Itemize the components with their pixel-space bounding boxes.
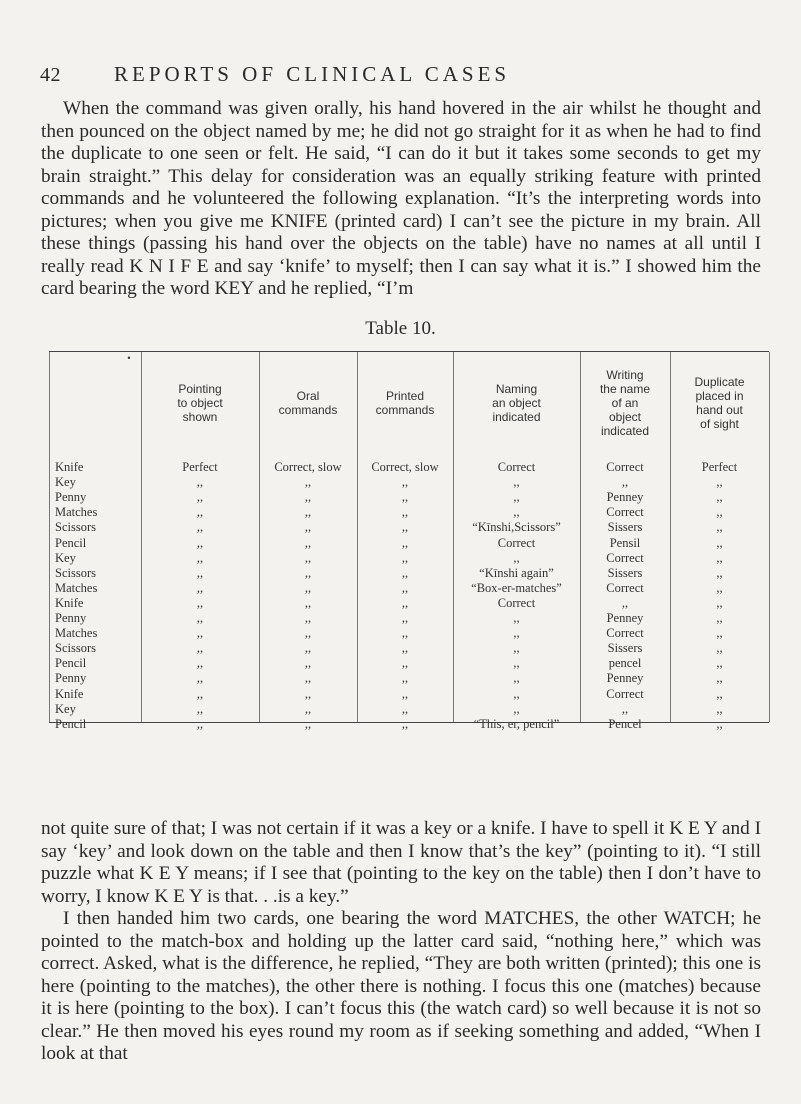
table-cell: ,, — [401, 641, 409, 656]
table-cell: ,, — [513, 505, 520, 520]
table-cell: ,, — [716, 686, 723, 701]
running-head: REPORTS OF CLINICAL CASES — [114, 62, 511, 86]
table-cell: ,, — [401, 626, 409, 641]
table-cell: Sissers — [607, 520, 643, 535]
table-cell: ,, — [304, 520, 312, 535]
table-row — [49, 581, 769, 596]
table-cell: ,, — [196, 716, 204, 731]
row-label: Penny — [55, 611, 87, 625]
table-cell: ,, — [304, 716, 312, 731]
table-cell: “This, er, pencil” — [473, 716, 560, 731]
row-label: Scissors — [55, 520, 96, 535]
column-header: Naming an object indicated — [492, 382, 541, 424]
table-cell: Correct — [606, 505, 644, 520]
page-header — [40, 64, 780, 94]
paragraph-intro: When the command was given orally, his hand hovered in the air whilst he thought and then pounced on the object named by me; he did not go straight for it as when he had to find the duplicate to one seen or felt. He said, “I can do it but it takes some seconds to get my brain straight.” This delay for consideration was an equally striking feature with printed commands and he volunteered the following explanation. “It’s the interpreting words into pictures; when you give me KNIFE (printed card) I can’t see the picture in my brain. All these things (passing his hand over the objects on the table) have no names at all until I really read K N I F E and say ‘knife’ to myself; then I can say what it is.” I showed him the card bearing the word KEY and he replied, “I’m — [41, 98, 761, 299]
table-cell: ,, — [196, 505, 204, 520]
table-cell: Correct — [606, 460, 644, 474]
table-cell: “Kīnshi,Scissors” — [472, 520, 561, 535]
table-cell: Perfect — [701, 460, 738, 474]
row-label: Matches — [55, 626, 98, 641]
row-label: Penny — [55, 671, 87, 686]
table-cell: ,, — [304, 505, 312, 520]
table-cell: ,, — [196, 595, 204, 610]
table-row — [49, 641, 769, 656]
table-cell: ,, — [304, 611, 312, 625]
table-cell: ,, — [716, 475, 723, 490]
table-cell: Correct, slow — [274, 460, 342, 474]
paragraph-continuation: not quite sure of that; I was not certain if it was a key or a knife. I have to spell it K E Y and I say ‘key’ and look down on the table and then I know that’s the key” (pointing to it). “I still puzzle what K E Y means; if I see that (pointing to the key on the table) then I don’t have to worry, I know K E Y is that. . .is a key.” — [41, 818, 761, 907]
table-cell: ,, — [196, 671, 204, 686]
table-cell: ,, — [401, 611, 409, 625]
table-cell: ,, — [716, 535, 723, 550]
table-cell: ,, — [304, 686, 312, 701]
row-label: Knife — [55, 686, 84, 701]
table-cell: ,, — [401, 686, 409, 701]
table-cell: ,, — [196, 475, 204, 490]
table-cell: ,, — [513, 701, 520, 716]
table-cell: ,, — [716, 671, 723, 686]
table-cell: Penney — [606, 671, 644, 686]
table-row — [49, 656, 769, 671]
table-cell: ,, — [513, 641, 520, 656]
table-cell: ,, — [716, 641, 723, 656]
table-cell: Sissers — [607, 641, 643, 656]
table-cell: ,, — [304, 565, 312, 580]
table-cell: ,, — [401, 490, 409, 505]
table-cell: ,, — [513, 656, 520, 671]
table-cell: Correct — [497, 460, 536, 474]
table-row — [49, 702, 769, 717]
table-cell: ,, — [401, 656, 409, 671]
row-label: Knife — [55, 595, 84, 610]
table-cell: ,, — [304, 641, 312, 656]
table-row — [49, 475, 769, 490]
table-cell: ,, — [401, 505, 409, 520]
table-cell: ,, — [401, 475, 409, 490]
table-cell: ,, — [304, 580, 312, 595]
row-label: Matches — [55, 505, 98, 520]
table-cell: ,, — [621, 701, 629, 716]
table-row — [49, 460, 769, 475]
table-cell: ,, — [196, 656, 204, 671]
table-cell: ,, — [196, 535, 204, 550]
table-cell: ,, — [716, 611, 723, 625]
table-row — [49, 520, 769, 535]
table-cell: ,, — [196, 565, 204, 580]
table-row — [49, 687, 769, 702]
row-label: Pencil — [55, 535, 87, 550]
table-title: Table 10. — [365, 318, 436, 339]
table-cell: Penney — [606, 490, 644, 505]
table-cell: ,, — [196, 490, 204, 505]
table-row — [49, 596, 769, 611]
column-header — [49, 356, 141, 450]
table-cell: ,, — [304, 701, 312, 716]
table-cell: ,, — [196, 550, 204, 565]
table-cell: ,, — [196, 580, 204, 595]
table-cell: Penney — [606, 611, 644, 625]
table-cell: ,, — [621, 475, 629, 490]
table-cell: ,, — [304, 626, 312, 641]
table-cell: ,, — [716, 701, 723, 716]
table-cell: ,, — [304, 595, 312, 610]
table-cell: ,, — [513, 490, 520, 505]
table-cell: Pencel — [608, 716, 642, 731]
row-label: Pencil — [55, 716, 87, 731]
table-cell: ,, — [304, 535, 312, 550]
table-cell: ,, — [716, 490, 723, 505]
corner-mark: • — [127, 353, 131, 363]
table-cell: ,, — [401, 716, 409, 731]
table-cell: ,, — [513, 686, 520, 701]
row-label: Key — [55, 550, 76, 565]
table-cell: ,, — [401, 535, 409, 550]
table-row — [49, 536, 769, 551]
table-cell: Correct — [497, 535, 536, 550]
table-cell: ,, — [716, 595, 723, 610]
table-cell: ,, — [401, 701, 409, 716]
column-header: Duplicate placed in hand out of sight — [694, 375, 745, 431]
table-cell: Correct — [606, 686, 644, 701]
table-cell: ,, — [196, 701, 204, 716]
table-cell: ,, — [513, 611, 520, 625]
column-header: Pointing to object shown — [177, 382, 223, 424]
page-number: 42 — [40, 64, 61, 86]
results-table — [49, 351, 769, 731]
table-cell: Correct — [606, 550, 644, 565]
table-cell: “Box-er-matches” — [471, 580, 562, 595]
row-label: Key — [55, 475, 76, 490]
table-cell: ,, — [716, 716, 723, 731]
table-cell: ,, — [304, 671, 312, 686]
table-row — [49, 490, 769, 505]
row-label: Scissors — [55, 641, 96, 656]
table-cell: Correct — [497, 595, 536, 610]
table-cell: ,, — [513, 626, 520, 641]
table-cell: ,, — [401, 580, 409, 595]
table-cell: Correct, slow — [371, 460, 439, 474]
table-row — [49, 566, 769, 581]
table-cell: ,, — [716, 505, 723, 520]
table-cell: ,, — [304, 656, 312, 671]
table-cell: ,, — [401, 565, 409, 580]
table-border-right — [769, 352, 770, 722]
table-cell: ,, — [513, 550, 520, 565]
table-cell: ,, — [621, 595, 629, 610]
table-cell: ,, — [513, 671, 520, 686]
table-cell: ,, — [716, 656, 723, 671]
table-cell: ,, — [304, 490, 312, 505]
table-cell: ,, — [716, 550, 723, 565]
table-cell: ,, — [196, 686, 204, 701]
column-header: Oral commands — [278, 389, 338, 417]
table-cell: ,, — [196, 641, 204, 656]
column-header: Printed commands — [375, 389, 435, 417]
table-cell: ,, — [401, 550, 409, 565]
table-cell: ,, — [716, 580, 723, 595]
table-cell: Perfect — [182, 460, 218, 474]
table-cell: ,, — [196, 611, 204, 625]
table-cell: Correct — [606, 626, 644, 641]
table-cell: ,, — [401, 671, 409, 686]
table-row — [49, 551, 769, 566]
table-row — [49, 626, 769, 641]
table-cell: ,, — [304, 475, 312, 490]
table-cell: ,, — [401, 595, 409, 610]
row-label: Scissors — [55, 565, 96, 580]
row-label: Knife — [55, 460, 84, 474]
table-cell: ,, — [716, 626, 723, 641]
column-header: Writing the name of an object indicated — [599, 368, 651, 438]
table-row — [49, 671, 769, 686]
table-cell: ,, — [716, 565, 723, 580]
table-cell: Pensil — [609, 535, 641, 550]
table-cell: ,, — [401, 520, 409, 535]
row-label: Pencil — [55, 656, 87, 671]
paragraph-matches-watch: I then handed him two cards, one bearing the word MATCHES, the other WATCH; he pointed to the match-box and holding up the latter card said, “nothing here,” which was correct. Asked, what is the difference, he replied, “They are both written (printed); this one is here (pointing to the matches), the other there is nothing. I focus this one (matches) because it is here (pointing to the box). I can’t focus this (the watch card) so well because it is not so clear.” He then moved his eyes round my room as if seeking something and added, “When I look at that — [41, 908, 761, 1064]
table-cell: pencel — [608, 656, 642, 671]
table-row — [49, 717, 769, 732]
row-label: Key — [55, 701, 76, 716]
table-cell: ,, — [196, 626, 204, 641]
table-cell: ,, — [196, 520, 204, 535]
row-label: Matches — [55, 580, 98, 595]
table-row — [49, 505, 769, 520]
table-cell: “Kīnshi again” — [479, 565, 554, 580]
table-cell: ,, — [513, 475, 520, 490]
table-cell: Correct — [606, 580, 644, 595]
table-cell: Sissers — [607, 565, 643, 580]
table-row — [49, 611, 769, 626]
table-cell: ,, — [716, 520, 723, 535]
row-label: Penny — [55, 490, 87, 505]
table-cell: ,, — [304, 550, 312, 565]
